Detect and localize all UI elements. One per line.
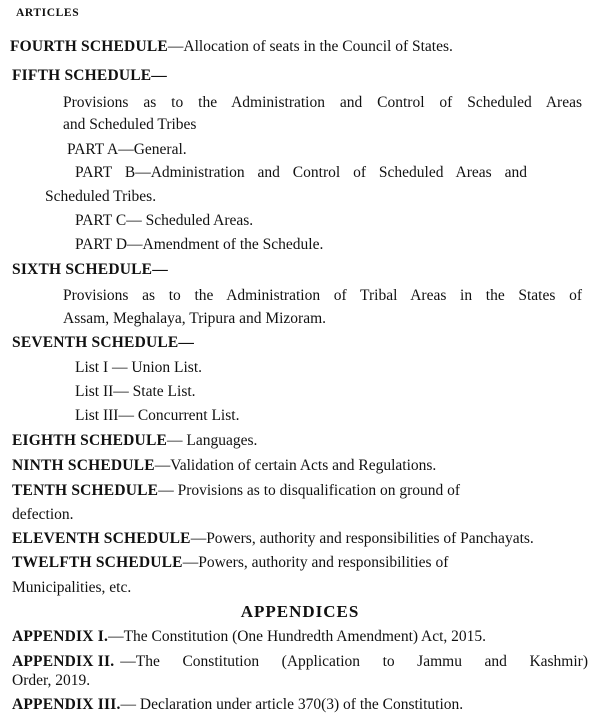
twelfth-schedule-line2: Municipalities, etc. <box>12 579 132 596</box>
fifth-schedule-part-b-line2: Scheduled Tribes. <box>45 188 157 205</box>
fourth-schedule-text: —Allocation of seats in the Council of States. <box>167 38 453 55</box>
fifth-schedule-label: FIFTH SCHEDULE— <box>12 67 168 84</box>
appendix-2-entry <box>12 652 588 672</box>
appendix-3-label: APPENDIX III. <box>12 696 121 713</box>
seventh-schedule-list2: List II— State List. <box>75 383 196 400</box>
sixth-schedule-label: SIXTH SCHEDULE— <box>12 261 168 278</box>
appendix-1-label: APPENDIX I. <box>12 628 109 645</box>
fifth-schedule-part-a: PART A—General. <box>67 141 187 158</box>
twelfth-schedule-text: —Powers, authority and responsibilities of <box>182 554 449 571</box>
sixth-schedule-line2: Assam, Meghalaya, Tripura and Mizoram. <box>63 310 327 327</box>
seventh-schedule-list1: List I — Union List. <box>75 359 203 376</box>
appendix-1-entry <box>12 627 486 647</box>
fifth-schedule-part-c: PART C— Scheduled Areas. <box>75 212 254 229</box>
fifth-schedule-part-b-line1: PART B—Administration and Control of Scheduled Areas and <box>75 164 527 181</box>
eighth-schedule-label: EIGHTH SCHEDULE <box>12 432 168 449</box>
fourth-schedule-entry <box>10 37 453 57</box>
eleventh-schedule-text: —Powers, authority and responsibilities of Panchayats. <box>190 530 534 547</box>
eighth-schedule-entry <box>12 431 257 451</box>
twelfth-schedule-label: TWELFTH SCHEDULE <box>12 554 183 571</box>
fourth-schedule-label: FOURTH SCHEDULE <box>10 38 168 55</box>
appendix-2-line2: Order, 2019. <box>12 672 91 689</box>
tenth-schedule-text: — Provisions as to disqualification on ground of <box>158 482 461 499</box>
ninth-schedule-text: —Validation of certain Acts and Regulations. <box>154 457 437 474</box>
twelfth-schedule-entry <box>12 553 448 573</box>
appendix-3-entry <box>12 695 463 715</box>
appendix-2-text: —The Constitution (Application to Jammu and Kashmir) <box>120 653 588 670</box>
appendices-title: APPENDICES <box>240 602 360 621</box>
ninth-schedule-entry <box>12 456 436 476</box>
appendix-2-label: APPENDIX II. <box>12 653 115 670</box>
seventh-schedule-label: SEVENTH SCHEDULE— <box>12 334 195 351</box>
appendix-3-text: — Declaration under article 370(3) of the Constitution. <box>120 696 464 713</box>
page-header: ARTICLES <box>16 7 80 19</box>
eleventh-schedule-entry <box>12 529 534 549</box>
eleventh-schedule-label: ELEVENTH SCHEDULE <box>12 530 191 547</box>
seventh-schedule-list3: List III— Concurrent List. <box>75 407 240 424</box>
fifth-schedule-intro-line2: and Scheduled Tribes <box>63 116 197 133</box>
tenth-schedule-line2: defection. <box>12 506 74 523</box>
ninth-schedule-label: NINTH SCHEDULE <box>12 457 155 474</box>
sixth-schedule-line1: Provisions as to the Administration of Tribal Areas in the States of <box>63 287 582 304</box>
tenth-schedule-label: TENTH SCHEDULE <box>12 482 159 499</box>
fifth-schedule-part-d: PART D—Amendment of the Schedule. <box>75 236 324 253</box>
tenth-schedule-entry <box>12 481 460 501</box>
appendix-1-text: —The Constitution (One Hundredth Amendment) Act, 2015. <box>108 628 487 645</box>
fifth-schedule-intro-line1: Provisions as to the Administration and Control of Scheduled Areas <box>63 94 582 111</box>
eighth-schedule-text: — Languages. <box>167 432 258 449</box>
